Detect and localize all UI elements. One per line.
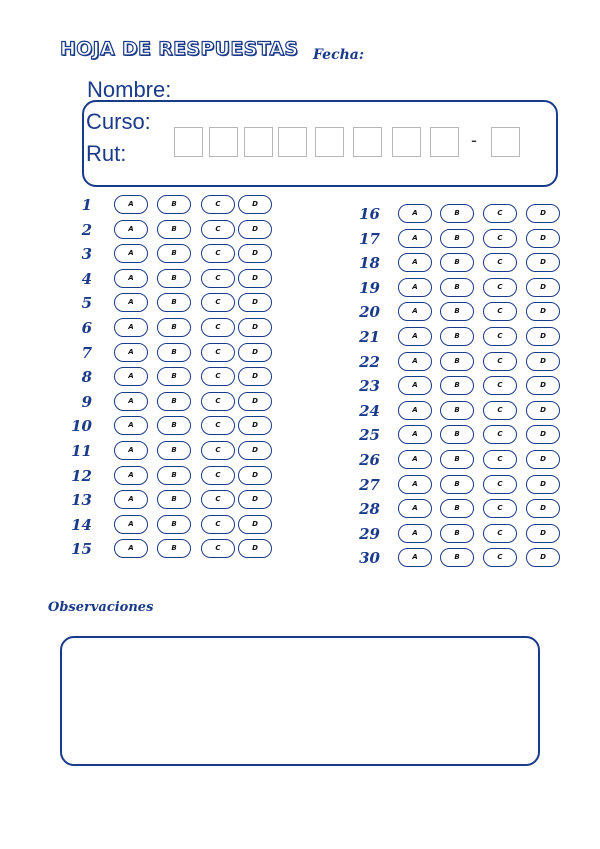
answer-bubble-d[interactable]: D [526,229,560,248]
answer-bubble-a[interactable]: A [398,278,432,297]
answer-bubble-b[interactable]: B [440,352,474,371]
answer-bubble-b[interactable]: B [157,441,191,460]
answer-bubble-d[interactable]: D [526,253,560,272]
answer-bubble-d[interactable]: D [526,425,560,444]
answer-bubble-b[interactable]: B [157,392,191,411]
answer-bubble-b[interactable]: B [157,367,191,386]
answer-bubble-a[interactable]: A [114,220,148,239]
answer-bubble-d[interactable]: D [238,539,272,558]
rut-digit-cell[interactable] [392,127,421,157]
answer-bubble-c[interactable]: C [201,441,235,460]
answer-bubble-a[interactable]: A [114,269,148,288]
answer-bubble-a[interactable]: A [114,343,148,362]
rut-digit-cell[interactable] [315,127,344,157]
rut-separator: - [471,130,477,150]
answer-bubble-d[interactable]: D [238,392,272,411]
answer-bubble-a[interactable]: A [398,253,432,272]
answer-bubble-b[interactable]: B [440,278,474,297]
question-number: 30 [359,549,380,568]
question-number: 19 [359,278,380,297]
answer-bubble-a[interactable]: A [398,475,432,494]
answer-bubble-c[interactable]: C [483,253,517,272]
answer-bubble-b[interactable]: B [440,450,474,469]
answer-bubble-d[interactable]: D [238,293,272,312]
answer-bubble-b[interactable]: B [157,539,191,558]
answer-bubble-b[interactable]: B [157,343,191,362]
answer-bubble-a[interactable]: A [398,327,432,346]
observations-label: Observaciones [48,600,154,615]
answer-bubble-b[interactable]: B [157,490,191,509]
answer-bubble-d[interactable]: D [238,220,272,239]
question-number: 29 [359,524,380,543]
question-number: 25 [359,426,380,445]
answer-bubble-c[interactable]: C [483,352,517,371]
question-number: 12 [71,466,92,485]
course-label: Curso: [86,109,151,134]
answer-bubble-b[interactable]: B [440,425,474,444]
question-number: 4 [81,269,92,288]
answer-bubble-d[interactable]: D [526,499,560,518]
question-number: 20 [359,303,380,322]
answer-bubble-a[interactable]: A [398,302,432,321]
answer-bubble-a[interactable]: A [398,401,432,420]
answer-bubble-a[interactable]: A [398,425,432,444]
answer-bubble-b[interactable]: B [440,327,474,346]
page-title: HOJA DE RESPUESTAS [60,38,299,60]
question-number: 24 [359,401,380,420]
answer-bubble-a[interactable]: A [114,515,148,534]
answer-bubble-c[interactable]: C [201,367,235,386]
rut-verifier-cell[interactable] [491,127,520,157]
answer-bubble-d[interactable]: D [238,244,272,263]
rut-digit-cell[interactable] [353,127,382,157]
answer-bubble-c[interactable]: C [483,376,517,395]
answer-bubble-d[interactable]: D [238,466,272,485]
answer-bubble-c[interactable]: C [483,278,517,297]
question-number: 8 [81,368,92,387]
answer-bubble-a[interactable]: A [398,450,432,469]
rut-digit-cell[interactable] [430,127,459,157]
answer-bubble-c[interactable]: C [483,204,517,223]
question-number: 27 [359,475,380,494]
answer-bubble-c[interactable]: C [483,425,517,444]
rut-digit-cell[interactable] [278,127,307,157]
answer-bubble-b[interactable]: B [440,475,474,494]
answer-bubble-a[interactable]: A [398,204,432,223]
rut-digit-cell[interactable] [209,127,238,157]
question-number: 16 [359,205,380,223]
answer-bubble-d[interactable]: D [238,416,272,435]
answer-bubble-d[interactable]: D [238,318,272,337]
question-number: 23 [359,377,380,396]
answer-bubble-c[interactable]: C [201,490,235,509]
answer-bubble-c[interactable]: C [201,220,235,239]
question-number: 15 [71,540,92,559]
answer-bubble-a[interactable]: A [114,466,148,485]
rut-label: Rut: [86,141,127,166]
answer-bubble-b[interactable]: B [440,524,474,543]
rut-digit-cell[interactable] [244,127,273,157]
answer-bubble-b[interactable]: B [440,499,474,518]
answer-bubble-b[interactable]: B [440,548,474,567]
answer-bubble-c[interactable]: C [483,401,517,420]
answer-bubble-a[interactable]: A [398,524,432,543]
answer-bubble-c[interactable]: C [201,293,235,312]
answer-bubble-a[interactable]: A [114,318,148,337]
answer-bubble-b[interactable]: B [440,204,474,223]
answer-bubble-c[interactable]: C [483,302,517,321]
answer-bubble-c[interactable]: C [483,327,517,346]
answer-bubble-b[interactable]: B [157,416,191,435]
answer-bubble-b[interactable]: B [157,195,191,214]
answer-bubble-d[interactable]: D [238,195,272,214]
answer-bubble-d[interactable]: D [238,490,272,509]
answer-bubble-c[interactable]: C [201,318,235,337]
answer-bubble-d[interactable]: D [526,475,560,494]
answer-bubble-c[interactable]: C [201,269,235,288]
answer-bubble-a[interactable]: A [114,490,148,509]
answer-bubble-b[interactable]: B [157,293,191,312]
answer-bubble-b[interactable]: B [157,269,191,288]
answer-bubble-b[interactable]: B [157,244,191,263]
answer-bubble-c[interactable]: C [201,466,235,485]
answer-bubble-c[interactable]: C [201,343,235,362]
question-number: 10 [71,417,92,436]
answer-bubble-c[interactable]: C [201,244,235,263]
question-number: 14 [71,515,92,534]
answer-bubble-b[interactable]: B [157,466,191,485]
answer-bubble-b[interactable]: B [440,376,474,395]
answer-bubble-c[interactable]: C [201,515,235,534]
answer-bubble-b[interactable]: B [157,220,191,239]
answer-bubble-a[interactable]: A [398,229,432,248]
answer-bubble-d[interactable]: D [238,515,272,534]
date-label: Fecha: [313,47,365,63]
answer-bubble-c[interactable]: C [201,392,235,411]
answer-bubble-c[interactable]: C [483,548,517,567]
answer-bubble-b[interactable]: B [440,253,474,272]
answer-bubble-a[interactable]: A [398,548,432,567]
question-number: 5 [81,294,92,313]
answer-bubble-b[interactable]: B [157,318,191,337]
answer-bubble-d[interactable]: D [526,327,560,346]
question-number: 17 [359,229,380,248]
question-number: 22 [359,352,380,371]
answer-bubble-c[interactable]: C [201,195,235,214]
question-number: 18 [359,254,380,273]
answer-bubble-d[interactable]: D [526,376,560,395]
answer-bubble-d[interactable]: D [238,367,272,386]
answer-bubble-b[interactable]: B [440,229,474,248]
answer-bubble-d[interactable]: D [526,548,560,567]
answer-bubble-a[interactable]: A [398,499,432,518]
answer-bubble-a[interactable]: A [114,539,148,558]
answer-bubble-a[interactable]: A [114,195,148,214]
answer-bubble-d[interactable]: D [526,524,560,543]
name-label: Nombre: [87,77,172,102]
answer-bubble-c[interactable]: C [201,539,235,558]
question-number: 6 [81,319,92,337]
answer-bubble-a[interactable]: A [114,441,148,460]
answer-bubble-c[interactable]: C [201,416,235,435]
answer-bubble-c[interactable]: C [483,499,517,518]
answer-bubble-d[interactable]: D [238,269,272,288]
answer-bubble-a[interactable]: A [114,293,148,312]
answer-bubble-c[interactable]: C [483,475,517,494]
question-number: 2 [81,220,92,239]
answer-bubble-a[interactable]: A [398,376,432,395]
answer-bubble-b[interactable]: B [440,302,474,321]
question-number: 21 [359,328,380,346]
answer-bubble-a[interactable]: A [114,392,148,411]
answer-bubble-d[interactable]: D [526,401,560,420]
question-number: 13 [71,491,92,510]
question-number: 11 [71,442,92,460]
rut-digit-cell[interactable] [174,127,203,157]
answer-bubble-a[interactable]: A [114,244,148,263]
question-number: 7 [81,343,92,362]
question-number: 1 [81,196,92,214]
observations-field[interactable] [60,636,540,766]
answer-bubble-b[interactable]: B [440,401,474,420]
answer-bubble-c[interactable]: C [483,450,517,469]
question-number: 9 [81,392,92,411]
answer-bubble-a[interactable]: A [114,367,148,386]
question-number: 26 [359,451,380,469]
answer-bubble-a[interactable]: A [398,352,432,371]
answer-bubble-d[interactable]: D [526,278,560,297]
question-number: 28 [359,500,380,519]
answer-bubble-b[interactable]: B [157,515,191,534]
answer-bubble-c[interactable]: C [483,229,517,248]
answer-bubble-d[interactable]: D [526,302,560,321]
answer-bubble-d[interactable]: D [526,352,560,371]
answer-bubble-d[interactable]: D [526,204,560,223]
answer-bubble-a[interactable]: A [114,416,148,435]
answer-bubble-c[interactable]: C [483,524,517,543]
answer-bubble-d[interactable]: D [238,441,272,460]
answer-bubble-d[interactable]: D [238,343,272,362]
answer-bubble-d[interactable]: D [526,450,560,469]
question-number: 3 [81,245,92,264]
